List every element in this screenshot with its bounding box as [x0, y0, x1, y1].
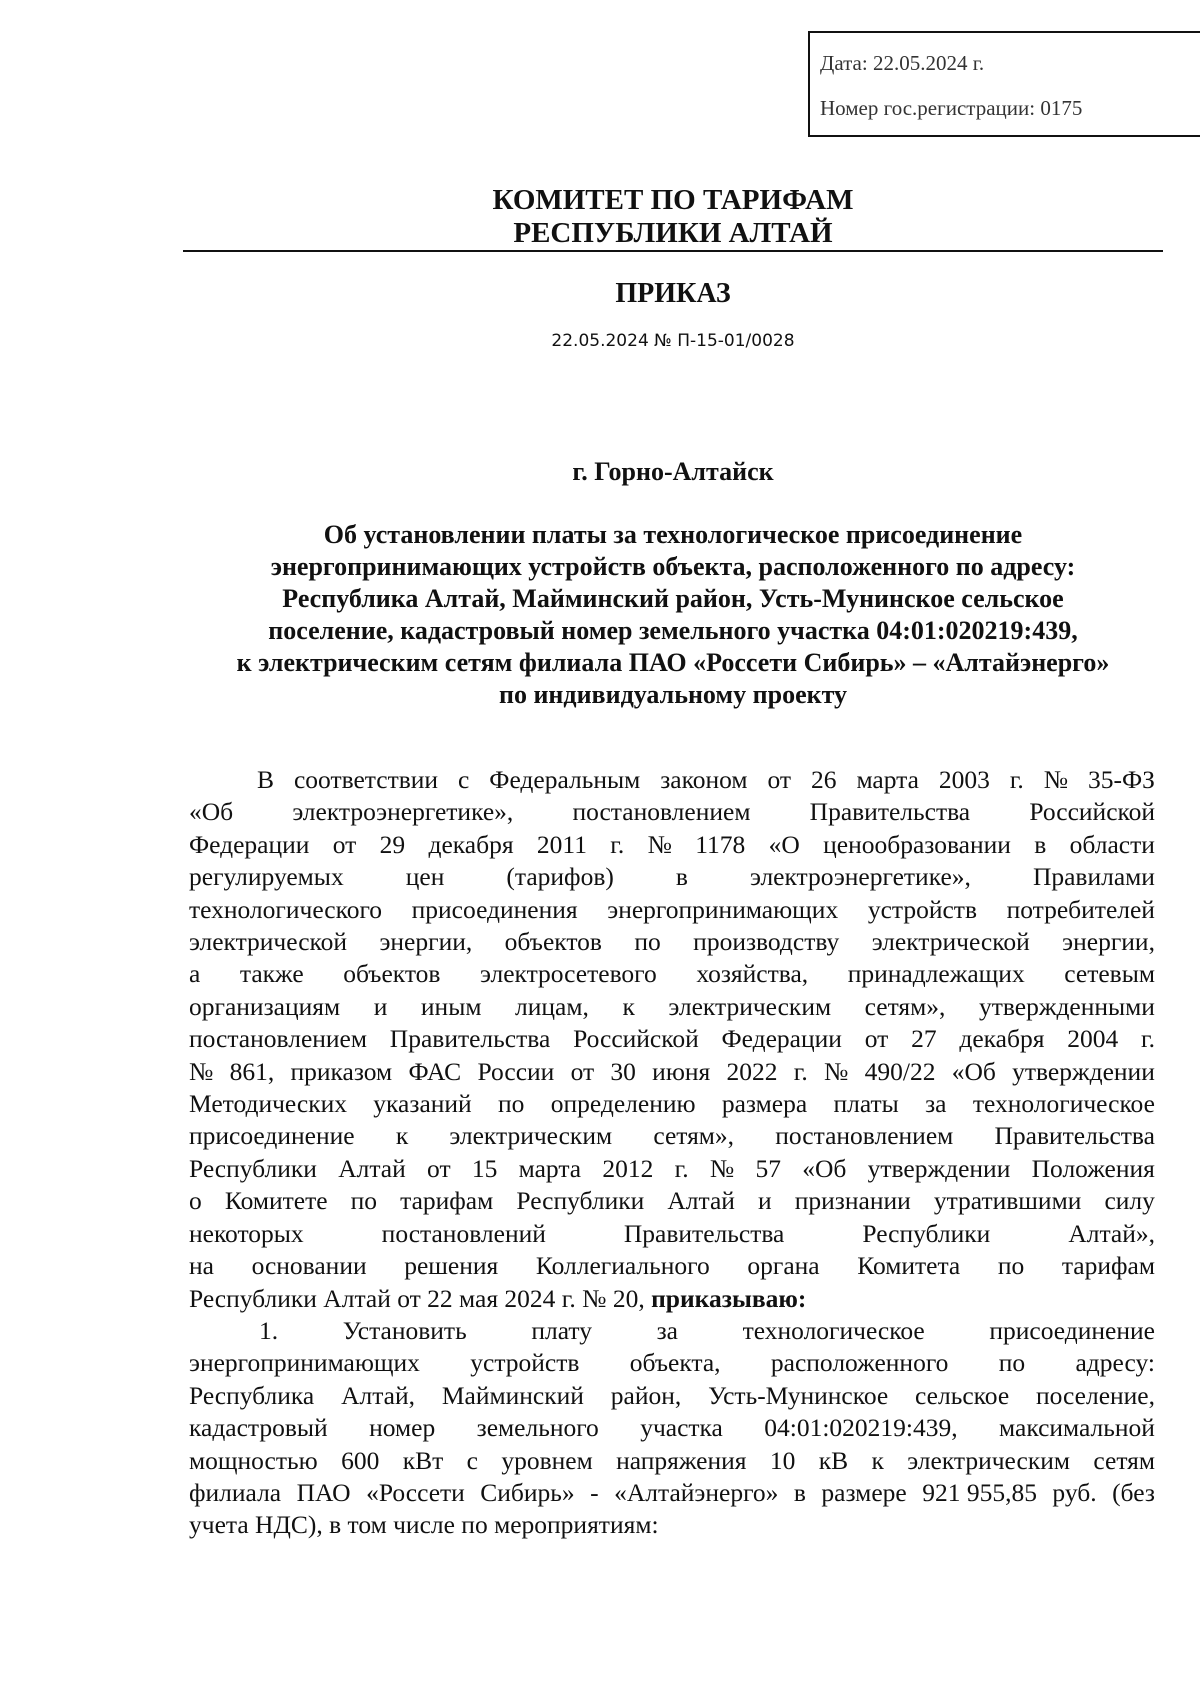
word: «Об — [802, 1153, 847, 1183]
word: Республики — [516, 1186, 645, 1216]
subject-line: поселение, кадастровый номер земельного участка 04:01:020219:439, — [268, 616, 1078, 645]
word: электрическим — [449, 1121, 613, 1151]
word: энергии, — [1062, 927, 1155, 957]
word: области — [1069, 829, 1155, 859]
word: ПАО — [296, 1477, 351, 1507]
word: организациям — [189, 991, 341, 1021]
word: 27 — [911, 1024, 937, 1054]
preamble-line — [189, 1185, 1155, 1217]
word: 04:01:020219:439, — [764, 1413, 958, 1443]
word: в — [1034, 829, 1047, 859]
word: ФАС — [408, 1056, 462, 1086]
word: объектов — [504, 927, 602, 957]
subject-line: энергопринимающих устройств объекта, расположенного по адресу: — [270, 552, 1076, 581]
word: постановлений — [381, 1218, 546, 1248]
word: июня — [652, 1056, 711, 1086]
word: Российской — [1029, 797, 1155, 827]
word: устройств — [867, 894, 977, 924]
word: объекта, — [629, 1348, 721, 1378]
word: Положения — [1031, 1153, 1155, 1183]
word: электроэнергетике», — [292, 797, 514, 827]
item1-line — [189, 1347, 1155, 1379]
word: о — [189, 1186, 202, 1216]
word: с — [466, 1445, 478, 1475]
word: 26 — [811, 765, 837, 794]
subject-line: Об установлении платы за технологическое присоединение — [323, 520, 1023, 549]
word: за — [925, 1089, 947, 1119]
word: утверждении — [867, 1153, 1011, 1183]
word: некоторых — [189, 1218, 304, 1248]
word: утвержденными — [978, 991, 1155, 1021]
word: постановлением — [572, 797, 751, 827]
word: Правительства — [623, 1218, 785, 1248]
word: электроэнергетике», — [749, 862, 971, 892]
document-body — [189, 764, 1155, 1542]
word: марта — [518, 1153, 582, 1183]
word: от — [864, 1024, 889, 1054]
stamp-date: Дата: 22.05.2024 г. — [820, 51, 985, 75]
word: Правительства — [994, 1121, 1155, 1151]
word: России — [477, 1056, 555, 1086]
word: от — [427, 1153, 451, 1183]
word: (без — [1112, 1477, 1155, 1507]
word: размере — [821, 1477, 907, 1507]
subject-line: к электрическим сетям филиала ПАО «Россети Сибирь» – «Алтайэнерго» — [236, 648, 1110, 677]
word: хозяйства, — [696, 959, 809, 989]
word: Комитете — [224, 1186, 328, 1216]
word: Федеральным — [489, 765, 641, 794]
word: г. — [674, 1153, 689, 1183]
word: лицам, — [515, 991, 589, 1021]
preamble-line — [189, 1023, 1155, 1055]
word: производству — [693, 927, 840, 957]
word: на — [189, 1251, 214, 1281]
word: Алтай — [338, 1153, 406, 1183]
word: Федерации — [189, 829, 310, 859]
word: максимальной — [999, 1413, 1155, 1443]
word: определению — [550, 1089, 696, 1119]
word: марта — [856, 765, 919, 794]
word: органа — [747, 1251, 820, 1281]
word: 35-ФЗ — [1088, 765, 1155, 794]
preamble-line — [189, 1218, 1155, 1250]
preamble-line — [189, 796, 1155, 828]
preamble-line — [189, 1120, 1155, 1152]
word: руб. — [1052, 1477, 1097, 1507]
word: приказом — [290, 1056, 393, 1086]
word: расположенного — [770, 1348, 949, 1378]
word: признании — [794, 1186, 911, 1216]
word: В — [257, 765, 275, 794]
word: (тарифов) — [506, 862, 614, 892]
word: по — [498, 1089, 525, 1119]
word: Правительства — [389, 1024, 551, 1054]
word: Правительства — [809, 797, 971, 827]
word: 861, — [229, 1056, 275, 1086]
word: Российской — [573, 1024, 699, 1054]
word: г. — [1009, 765, 1024, 794]
word: 57 — [755, 1153, 781, 1183]
word: кВ — [818, 1445, 849, 1475]
word: Установить — [342, 1315, 467, 1345]
word: указаний — [373, 1089, 472, 1119]
word: мощностью — [189, 1445, 318, 1475]
preamble-line — [189, 829, 1155, 861]
word: в — [675, 862, 688, 892]
word: также — [239, 959, 304, 989]
word: адресу: — [1075, 1348, 1155, 1378]
preamble-line — [189, 1088, 1155, 1120]
word: электрическим — [668, 991, 832, 1021]
word: район, — [610, 1380, 682, 1410]
word: электрическим — [907, 1445, 1070, 1475]
preamble-line — [189, 1153, 1155, 1185]
word: плату — [531, 1315, 592, 1345]
word: к — [871, 1445, 884, 1475]
word: от — [570, 1056, 595, 1086]
word: 2004 — [1067, 1024, 1119, 1054]
word: цен — [405, 862, 445, 892]
word: Республики — [862, 1218, 991, 1248]
item1-line — [189, 1445, 1155, 1477]
order-verb: приказываю — [651, 1283, 798, 1313]
word: Республика — [189, 1380, 315, 1410]
preamble-line — [189, 926, 1155, 958]
word: кадастровый — [189, 1413, 328, 1443]
preamble-line — [189, 1250, 1155, 1282]
word: кВт — [402, 1445, 444, 1475]
word: регулируемых — [189, 862, 344, 892]
word: по — [998, 1348, 1026, 1378]
word: к — [622, 991, 635, 1021]
word: Сибирь» — [480, 1477, 575, 1507]
word: 15 — [471, 1153, 498, 1183]
preamble-line — [189, 1056, 1155, 1088]
document-number: 22.05.2024 № П-15-01/0028 — [551, 331, 795, 351]
subject-line: Республика Алтай, Майминский район, Усть-Мунинское сельское — [282, 584, 1064, 613]
preamble-line — [189, 764, 1155, 796]
word: № — [647, 829, 672, 859]
word: г. — [793, 1056, 808, 1086]
word: № — [824, 1056, 849, 1086]
word: присоединение — [989, 1315, 1155, 1345]
item1-last-line: учета НДС), в том числе по мероприятиям: — [189, 1510, 659, 1540]
word: 2022 — [726, 1056, 778, 1086]
word: энергии, — [379, 927, 473, 957]
word: 2011 — [536, 829, 587, 859]
organization-name-line1: КОМИТЕТ ПО ТАРИФАМ — [492, 184, 854, 216]
word: 2003 — [938, 765, 990, 794]
word: «Алтайэнерго» — [614, 1477, 779, 1507]
document-type: ПРИКАЗ — [615, 278, 731, 309]
word: тарифам — [1061, 1251, 1155, 1281]
word: декабря — [428, 829, 514, 859]
word: поселение, — [1035, 1380, 1155, 1410]
word: 30 — [610, 1056, 636, 1086]
word: «О — [768, 829, 800, 859]
word: сетям», — [864, 991, 946, 1021]
word: основании — [251, 1251, 367, 1281]
word: в — [793, 1477, 806, 1507]
registration-stamp — [808, 31, 1200, 137]
word: объектов — [343, 959, 441, 989]
word: силу — [1104, 1186, 1155, 1216]
word: сетевым — [1064, 959, 1155, 989]
word: от — [767, 765, 792, 794]
document-city: г. Горно-Алтайск — [572, 457, 774, 486]
word: - — [590, 1477, 599, 1507]
word: декабря — [959, 1024, 1045, 1054]
word: сетям — [1093, 1445, 1155, 1475]
word: электросетевого — [479, 959, 657, 989]
word: решения — [404, 1251, 499, 1281]
word: по — [350, 1186, 378, 1216]
stamp-registration-number: Номер гос.регистрации: 0175 — [820, 96, 1083, 120]
preamble-last-text: Республики Алтай от 22 мая 2024 г. № 20, — [189, 1283, 645, 1313]
word: энергопринимающих — [607, 894, 839, 924]
word: утверждении — [1012, 1056, 1155, 1086]
word: сетям», — [653, 1121, 735, 1151]
preamble-line — [189, 991, 1155, 1023]
word: Комитета — [857, 1251, 961, 1281]
item1-line — [189, 1477, 1155, 1509]
word: соответствии — [293, 765, 439, 794]
word: «Об — [951, 1056, 996, 1086]
word: к — [395, 1121, 409, 1151]
word: по — [997, 1251, 1025, 1281]
word: г. — [610, 829, 625, 859]
word: с — [458, 765, 470, 794]
item1-line — [189, 1315, 1155, 1347]
word: № — [1043, 765, 1069, 794]
document-subject — [183, 519, 1163, 711]
word: напряжения — [616, 1445, 747, 1475]
word: Правилами — [1032, 862, 1155, 892]
preamble-line — [189, 861, 1155, 893]
word: электрической — [189, 927, 348, 957]
word: технологического — [189, 894, 383, 924]
word: устройств — [470, 1348, 580, 1378]
word: 2012 — [602, 1153, 654, 1183]
word: ценообразовании — [823, 829, 1011, 859]
word: Алтай», — [1068, 1218, 1155, 1248]
word: присоединения — [411, 894, 578, 924]
word: номер — [369, 1413, 436, 1443]
word: 490/22 — [864, 1056, 936, 1086]
word: электрической — [871, 927, 1030, 957]
word: платы — [833, 1089, 899, 1119]
word: за — [656, 1315, 678, 1345]
word: Республики — [189, 1153, 317, 1183]
word: № — [189, 1056, 214, 1086]
header-divider — [183, 250, 1163, 252]
word: принадлежащих — [847, 959, 1025, 989]
word: Алтай, — [341, 1380, 415, 1410]
word: по — [634, 927, 661, 957]
word: 1178 — [695, 829, 746, 859]
word: размера — [721, 1089, 808, 1119]
word: технологическое — [972, 1089, 1155, 1119]
word: Алтай — [667, 1186, 735, 1216]
organization-name-line2: РЕСПУБЛИКИ АЛТАЙ — [513, 217, 833, 249]
word: законом — [660, 765, 748, 794]
word: Методических — [189, 1089, 347, 1119]
word: присоединение — [189, 1121, 355, 1151]
preamble-last-line — [189, 1283, 1155, 1315]
word: а — [189, 959, 201, 989]
word: «Об — [189, 797, 234, 827]
word: 29 — [379, 829, 406, 859]
item1-line — [189, 1412, 1155, 1444]
order-colon: : — [797, 1283, 807, 1313]
item1-line — [189, 1380, 1155, 1412]
word: участка — [640, 1413, 723, 1443]
word: иным — [420, 991, 482, 1021]
word: Усть-Мунинское — [708, 1380, 889, 1410]
word: утратившими — [933, 1186, 1082, 1216]
subject-line: по индивидуальному проекту — [498, 680, 848, 709]
word: 10 — [769, 1445, 796, 1475]
word: Коллегиального — [535, 1251, 710, 1281]
word: сельское — [915, 1380, 1010, 1410]
word: энергопринимающих — [189, 1348, 420, 1378]
word: 1. — [259, 1315, 279, 1345]
word: и — [758, 1186, 772, 1216]
word: от — [332, 829, 357, 859]
word: 600 — [341, 1445, 380, 1475]
word: постановлением — [775, 1121, 954, 1151]
word: потребителей — [1006, 894, 1155, 924]
word: и — [373, 991, 388, 1021]
word: уровнем — [501, 1445, 593, 1475]
word: г. — [1141, 1024, 1155, 1054]
word: технологическое — [742, 1315, 925, 1345]
word: филиала — [189, 1477, 282, 1507]
word: постановлением — [189, 1024, 368, 1054]
preamble-line — [189, 894, 1155, 926]
word: земельного — [476, 1413, 599, 1443]
word: «Россети — [366, 1477, 465, 1507]
word: 921 955,85 — [922, 1477, 1037, 1507]
preamble-line — [189, 958, 1155, 990]
word: тарифам — [400, 1186, 494, 1216]
word: Майминский — [441, 1380, 584, 1410]
word: Федерации — [721, 1024, 842, 1054]
word: № — [709, 1153, 735, 1183]
